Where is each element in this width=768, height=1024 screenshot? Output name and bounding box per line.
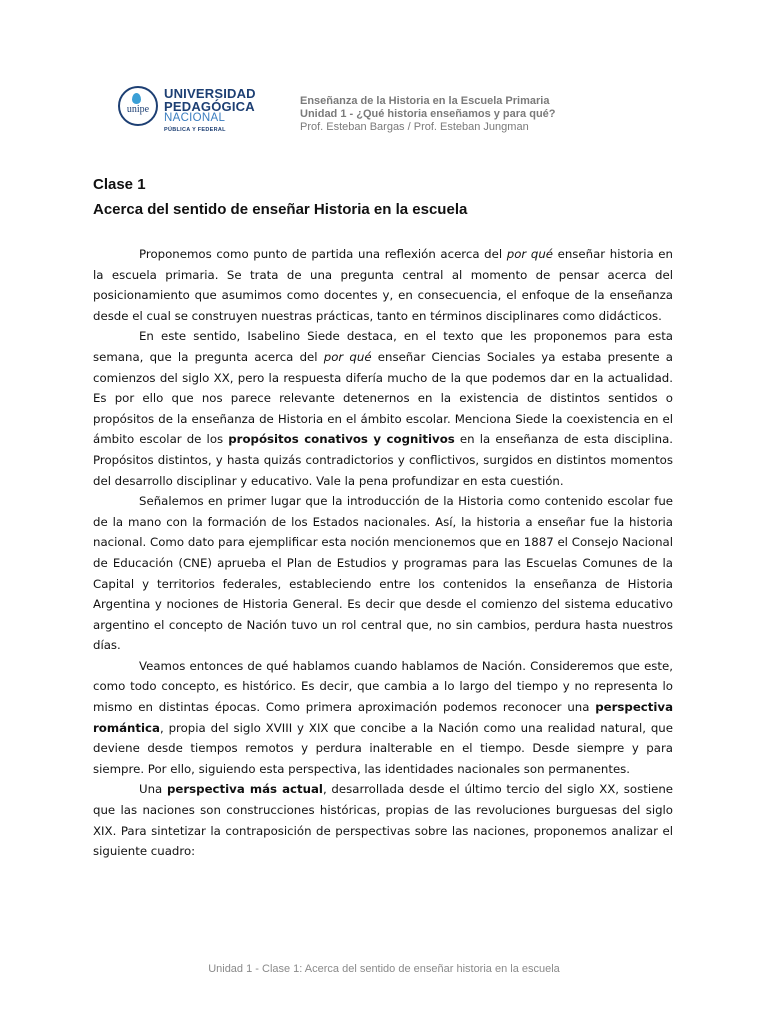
logo-mark: unipe [126, 104, 150, 115]
body-paragraph [93, 491, 673, 656]
page-footer: Unidad 1 - Clase 1: Acerca del sentido de enseñar historia en la escuela [208, 963, 560, 975]
paragraph-text: , desarrollada desde el último tercio del siglo XX, sostiene que las naciones son construcciones históricas, propias de las revoluciones burguesas del siglo XIX. Para sintetizar la contraposición de perspectivas sobre las naciones, proponemos analizar el siguiente cuadro: [93, 782, 673, 859]
logo-text [164, 87, 256, 134]
course-title: Enseñanza de la Historia en la Escuela Primaria [300, 95, 550, 107]
body-paragraph [93, 656, 673, 780]
body-text [93, 244, 673, 862]
body-paragraph [93, 244, 673, 326]
logo-line-1: UNIVERSIDAD [164, 86, 256, 101]
paragraph-text: Una [139, 782, 167, 797]
paragraph-text: Veamos entonces de qué hablamos cuando hablamos de Nación. Consideremos que este, como todo concepto, es histórico. Es decir, que cambia a lo largo del tiempo y no representa lo mismo en distintas épocas. Como primera aproximación podemos reconocer una [93, 658, 673, 715]
class-number: Clase 1 [93, 176, 146, 193]
bold-text: propósitos conativos y cognitivos [228, 432, 455, 447]
paragraph-text: En este sentido, Isabelino Siede destaca, en el texto que les proponemos para esta semana, que la pregunta acerca del [93, 329, 673, 364]
paragraph-text: , propia del siglo XVIII y XIX que concibe a la Nación como una realidad natural, que deviene desde tiempos remotos y perdura inalterable en el tiempo. Desde siempre y para siempre. Por ello, siguiendo esta perspectiva, las identidades nacionales son permanentes. [93, 720, 673, 776]
body-paragraph [93, 779, 673, 861]
class-title: Acerca del sentido de enseñar Historia en la escuela [93, 201, 468, 218]
logo-line-4: PÚBLICA Y FEDERAL [164, 127, 226, 133]
logo-line-2: PEDAGÓGICA [164, 99, 255, 114]
course-info [300, 95, 556, 134]
bold-text: perspectiva romántica [93, 700, 673, 735]
italic-text: por qué [506, 247, 553, 261]
paragraph-text: enseñar historia en la escuela primaria. Se trata de una pregunta central al momento de pensar acerca del posicionamiento que asumimos como docentes y, en consecuencia, el enfoque de la enseñanza desde el cual se construyen nuestras prácticas, tanto en términos disciplinares como didácticos. [93, 247, 673, 323]
paragraph-text: Señalemos en primer lugar que la introducción de la Historia como contenido escolar fue de la mano con la formación de los Estados nacionales. Así, la historia a enseñar fue la historia nacional. Como dato para ejemplificar esta noción mencionemos que en 1887 el Consejo Nacional de Educación (CNE) aprueba el Plan de Estudios y programas para las Escuelas Comunes de la Capital y territorios federales, estableciendo entre los contenidos la enseñanza de Historia Argentina y nociones de Historia General. Es decir que desde el comienzo del sistema educativo argentino el concepto de Nación tuvo un rol central que, no sin cambios, perdura hasta nuestros días. [93, 494, 673, 653]
logo-drop-icon [132, 93, 141, 104]
unit-title: Unidad 1 - ¿Qué historia enseñamos y para qué? [300, 108, 556, 120]
paragraph-text: en la enseñanza de esta disciplina. Propósitos distintos, y hasta quizás contradictorios y conflictivos, surgidos en distintos momentos del desarrollo disciplinar y educativo. Vale la pena profundizar en esta cuestión. [93, 432, 674, 488]
paragraph-text: Proponemos como punto de partida una reflexión acerca del [139, 247, 507, 261]
bold-text: perspectiva más actual [167, 782, 323, 797]
paragraph-text: enseñar Ciencias Sociales ya estaba presente a comienzos del siglo XX, pero la respuesta difería mucho de la que podemos dar en la actualidad. Es por ello que nos parece relevante detenernos en la existencia de distintos sentidos o propósitos de la enseñanza de Historia en el ámbito escolar. Menciona Siede la coexistencia en el ámbito escolar de los [93, 349, 673, 447]
italic-text: por qué [323, 349, 372, 364]
university-logo [118, 86, 256, 136]
logo-line-3: NACIONAL [164, 112, 226, 124]
body-paragraph [93, 326, 673, 491]
professors: Prof. Esteban Bargas / Prof. Esteban Jungman [300, 121, 529, 133]
